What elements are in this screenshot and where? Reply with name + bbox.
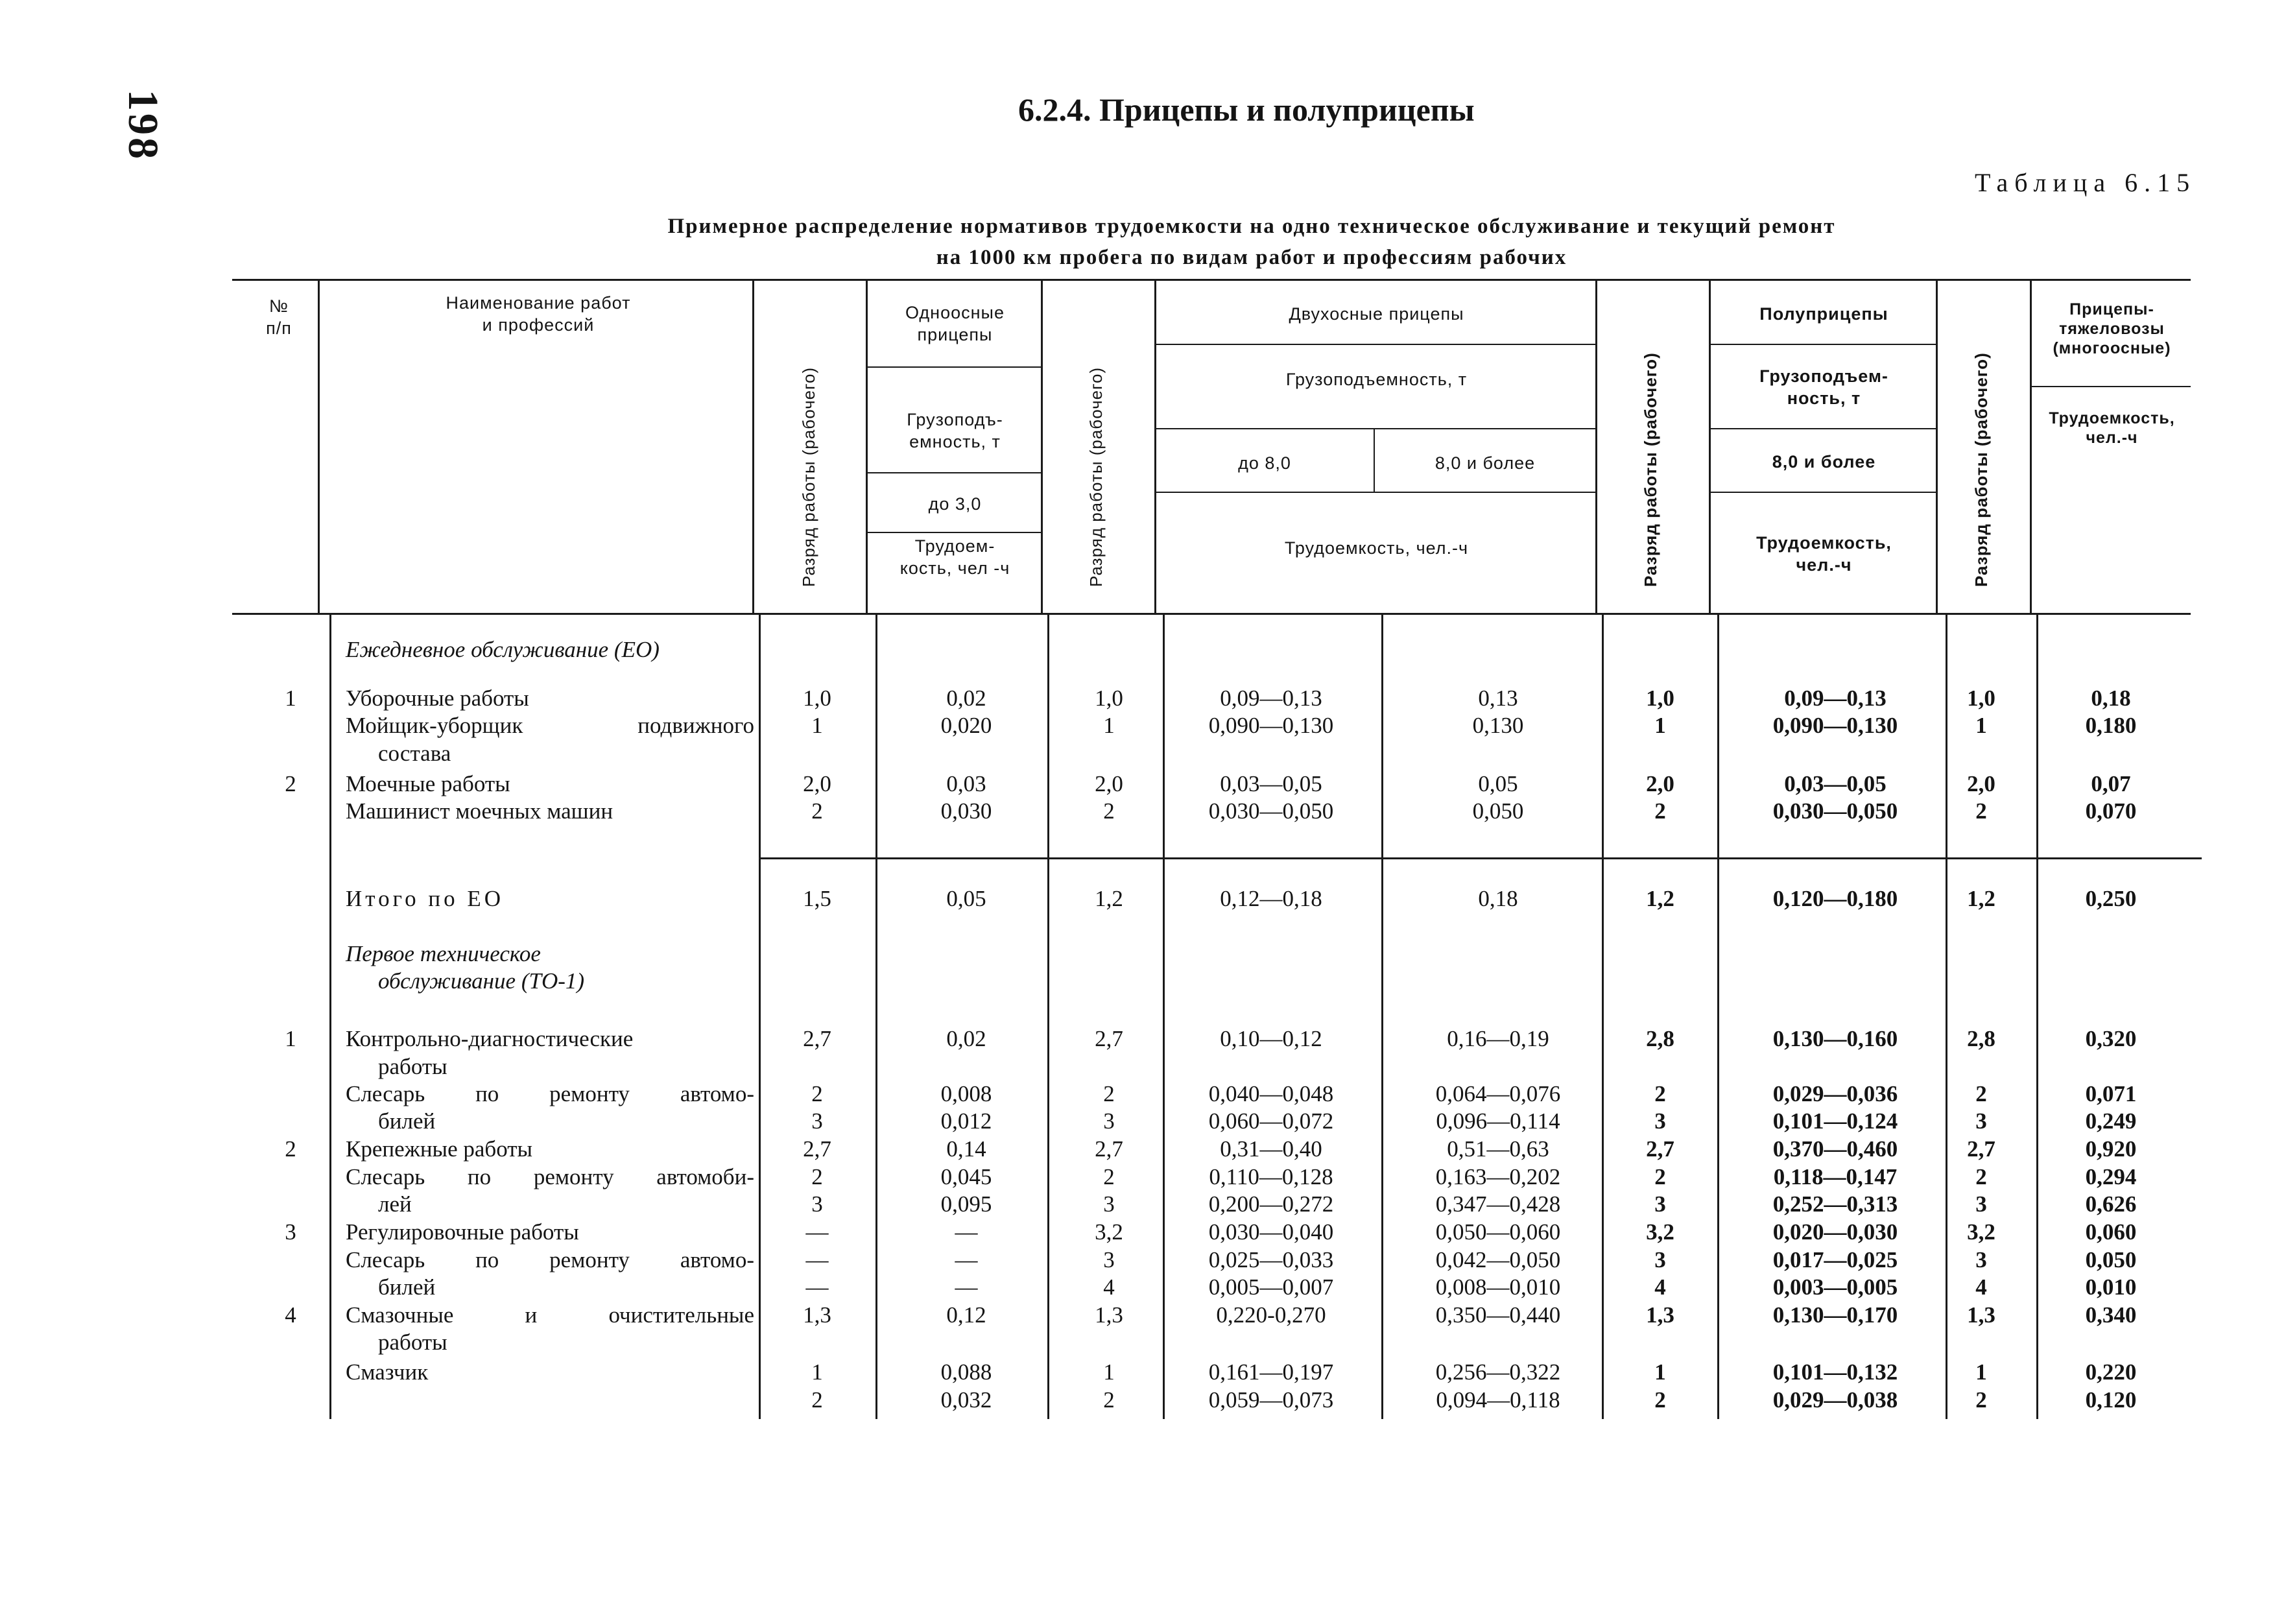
- row-value-8: 3: [1975, 1247, 1987, 1272]
- row-value-7: 0,130—0,170: [1772, 1302, 1898, 1328]
- row-value-5: 0,18: [1478, 886, 1518, 911]
- row-value-4: 0,220-0,270: [1216, 1302, 1326, 1328]
- row-value-5: 0,050—0,060: [1435, 1219, 1561, 1245]
- table-row: [0, 797, 2286, 826]
- row-index: 3: [285, 1219, 296, 1245]
- row-value-7: 0,017—0,025: [1772, 1247, 1898, 1272]
- row-value-2: 0,012: [940, 1108, 992, 1134]
- table-row: [0, 1386, 2286, 1415]
- row-value-5: 0,347—0,428: [1435, 1191, 1561, 1217]
- row-value-3: 3: [1103, 1108, 1115, 1134]
- row-value-3: 1: [1103, 713, 1115, 738]
- row-index: 4: [285, 1302, 296, 1328]
- row-value-2: 0,088: [940, 1359, 992, 1385]
- row-value-3: 2,7: [1095, 1136, 1123, 1162]
- row-value-1: —: [805, 1247, 829, 1272]
- row-value-4: 0,161—0,197: [1208, 1359, 1334, 1385]
- row-name: обслуживание (ТО-1): [378, 968, 585, 994]
- row-value-4: 0,200—0,272: [1208, 1191, 1334, 1217]
- row-value-4: 0,060—0,072: [1208, 1108, 1334, 1134]
- row-value-1: 3: [811, 1191, 823, 1217]
- row-name: Итого по ЕО: [346, 886, 504, 911]
- row-value-8: 1,3: [1967, 1302, 1995, 1328]
- row-value-1: —: [805, 1274, 829, 1300]
- row-name: Крепежные работы: [346, 1136, 533, 1162]
- row-value-8: 2: [1975, 1081, 1987, 1106]
- row-value-4: 0,030—0,050: [1208, 798, 1334, 824]
- row-value-2: 0,02: [946, 1026, 986, 1051]
- row-value-3: 2: [1103, 1164, 1115, 1189]
- row-value-9: 0,120: [2085, 1387, 2137, 1413]
- row-value-1: 2,0: [803, 771, 831, 796]
- row-value-1: 2: [811, 1387, 823, 1413]
- row-name: Смазочные и очистительные: [346, 1302, 754, 1328]
- row-name: билей: [378, 1108, 436, 1134]
- row-value-8: 4: [1975, 1274, 1987, 1300]
- row-name: работы: [378, 1054, 447, 1079]
- row-value-5: 0,050: [1472, 798, 1524, 824]
- row-value-5: 0,51—0,63: [1447, 1136, 1549, 1162]
- row-value-2: 0,008: [940, 1081, 992, 1106]
- row-value-4: 0,110—0,128: [1209, 1164, 1333, 1189]
- row-value-9: 0,010: [2085, 1274, 2137, 1300]
- row-index: 1: [285, 686, 296, 711]
- row-value-2: 0,12: [946, 1302, 986, 1328]
- table-row: [0, 1080, 2286, 1108]
- row-value-4: 0,030—0,040: [1208, 1219, 1334, 1245]
- row-value-3: 2: [1103, 798, 1115, 824]
- row-value-9: 0,060: [2085, 1219, 2137, 1245]
- row-value-7: 0,029—0,038: [1772, 1387, 1898, 1413]
- table-row: [0, 1358, 2286, 1387]
- row-value-7: 0,029—0,036: [1772, 1081, 1898, 1106]
- header-single-axle: Одноосные прицепы: [905, 303, 1005, 344]
- row-value-2: 0,14: [946, 1136, 986, 1162]
- table-row: [0, 967, 2286, 996]
- row-value-3: 2: [1103, 1081, 1115, 1106]
- table-row: [0, 1328, 2286, 1357]
- row-value-1: 2: [811, 1164, 823, 1189]
- row-value-1: 2,7: [803, 1136, 831, 1162]
- row-value-6: 2: [1654, 1164, 1666, 1189]
- row-name: Уборочные работы: [346, 686, 529, 711]
- row-value-8: 2,0: [1967, 771, 1995, 796]
- row-value-7: 0,003—0,005: [1772, 1274, 1898, 1300]
- row-value-4: 0,059—0,073: [1208, 1387, 1334, 1413]
- row-value-4: 0,025—0,033: [1208, 1247, 1334, 1272]
- row-index: 2: [285, 771, 296, 796]
- row-value-2: 0,03: [946, 771, 986, 796]
- header-name: Наименование работ и профессий: [446, 293, 631, 335]
- row-value-4: 0,31—0,40: [1220, 1136, 1322, 1162]
- row-value-1: 1,5: [803, 886, 831, 911]
- row-value-6: 3: [1654, 1108, 1666, 1134]
- header-capacity-semi: Грузоподъем- ность, т: [1759, 366, 1888, 408]
- row-value-3: 2,0: [1095, 771, 1123, 796]
- row-value-6: 2,8: [1646, 1026, 1674, 1051]
- row-value-3: 3,2: [1095, 1219, 1123, 1245]
- row-value-3: 1: [1103, 1359, 1115, 1385]
- row-value-8: 1,0: [1967, 686, 1995, 711]
- row-value-8: 2: [1975, 798, 1987, 824]
- row-value-6: 2,0: [1646, 771, 1674, 796]
- row-value-1: 1: [811, 713, 823, 738]
- header-upto3: до 3,0: [928, 494, 982, 514]
- row-value-7: 0,252—0,313: [1772, 1191, 1898, 1217]
- row-value-2: 0,095: [940, 1191, 992, 1217]
- row-value-5: 0,350—0,440: [1435, 1302, 1561, 1328]
- row-value-5: 0,130: [1472, 713, 1524, 738]
- row-value-5: 0,16—0,19: [1447, 1026, 1549, 1051]
- table-row: [0, 1163, 2286, 1191]
- row-value-5: 0,13: [1478, 686, 1518, 711]
- row-value-2: 0,020: [940, 713, 992, 738]
- table-row: [0, 1107, 2286, 1136]
- row-value-9: 0,320: [2085, 1026, 2137, 1051]
- row-value-5: 0,05: [1478, 771, 1518, 796]
- row-name: Мойщик-уборщик подвижного: [346, 713, 754, 738]
- row-name: лей: [378, 1191, 412, 1217]
- row-value-8: 2,7: [1967, 1136, 1995, 1162]
- header-rank-2: Разряд работы (рабочего): [1086, 366, 1106, 587]
- row-value-1: 2: [811, 1081, 823, 1106]
- row-value-7: 0,120—0,180: [1772, 886, 1898, 911]
- header-num: № п/п: [266, 296, 292, 338]
- row-value-8: 3: [1975, 1108, 1987, 1134]
- row-value-7: 0,03—0,05: [1784, 771, 1887, 796]
- row-value-6: 1,3: [1646, 1302, 1674, 1328]
- row-value-6: 1,2: [1646, 886, 1674, 911]
- header-labor-single: Трудоем- кость, чел -ч: [899, 536, 1010, 578]
- row-value-6: 1: [1654, 1359, 1666, 1385]
- table-row: [0, 1273, 2286, 1302]
- header-rank-1: Разряд работы (рабочего): [799, 366, 818, 587]
- row-value-5: 0,256—0,322: [1435, 1359, 1561, 1385]
- row-value-7: 0,09—0,13: [1784, 686, 1887, 711]
- row-name: Слесарь по ремонту автомо-: [346, 1081, 754, 1106]
- row-value-6: 2,7: [1646, 1136, 1674, 1162]
- table-row: [0, 1190, 2286, 1219]
- row-value-8: 1,2: [1967, 886, 1995, 911]
- row-value-9: 0,294: [2085, 1164, 2137, 1189]
- row-value-3: 4: [1103, 1274, 1115, 1300]
- row-value-6: 1,0: [1646, 686, 1674, 711]
- row-value-5: 0,094—0,118: [1436, 1387, 1560, 1413]
- row-value-1: 2: [811, 798, 823, 824]
- table-row: [0, 1246, 2286, 1274]
- table-label: Таблица 6.15: [1975, 168, 2197, 197]
- header-labor-semi: Трудоемкость, чел.-ч: [1756, 533, 1892, 575]
- header-labor-heavy: Трудоемкость, чел.-ч: [2049, 409, 2175, 447]
- row-value-3: 3: [1103, 1191, 1115, 1217]
- row-value-4: 0,090—0,130: [1208, 713, 1334, 738]
- row-value-2: —: [955, 1247, 978, 1272]
- table-row: [0, 770, 2286, 798]
- table-caption: [454, 211, 2049, 273]
- row-value-4: 0,10—0,12: [1220, 1026, 1322, 1051]
- row-value-3: 1,2: [1095, 886, 1123, 911]
- row-value-4: 0,09—0,13: [1220, 686, 1322, 711]
- row-value-4: 0,03—0,05: [1220, 771, 1322, 796]
- row-value-8: 2,8: [1967, 1026, 1995, 1051]
- row-value-3: 1,3: [1095, 1302, 1123, 1328]
- row-value-8: 2: [1975, 1164, 1987, 1189]
- row-index: 1: [285, 1026, 296, 1051]
- section-title: 6.2.4. Прицепы и полуприцепы: [1018, 91, 1475, 128]
- row-value-7: 0,118—0,147: [1773, 1164, 1898, 1189]
- row-value-2: —: [955, 1219, 978, 1245]
- caption-line-1: Примерное распределение нормативов трудоемкости на одно техническое обслуживание и текущий ремонт: [667, 215, 1836, 238]
- row-value-4: 0,040—0,048: [1208, 1081, 1334, 1106]
- table-row: [0, 940, 2286, 968]
- row-value-6: 2: [1654, 1387, 1666, 1413]
- table-row: [0, 1053, 2286, 1081]
- row-value-6: 3: [1654, 1247, 1666, 1272]
- row-value-9: 0,920: [2085, 1136, 2137, 1162]
- table-row: [0, 711, 2286, 740]
- row-value-7: 0,030—0,050: [1772, 798, 1898, 824]
- row-value-5: 0,064—0,076: [1435, 1081, 1561, 1106]
- row-value-1: 2,7: [803, 1026, 831, 1051]
- row-value-1: 1,0: [803, 686, 831, 711]
- row-value-2: 0,032: [940, 1387, 992, 1413]
- row-value-6: 2: [1654, 798, 1666, 824]
- row-value-5: 0,042—0,050: [1435, 1247, 1561, 1272]
- table-row: [0, 739, 2286, 768]
- row-value-5: 0,096—0,114: [1436, 1108, 1560, 1134]
- row-value-8: 3: [1975, 1191, 1987, 1217]
- header-over8-semi: 8,0 и более: [1772, 452, 1876, 472]
- row-value-9: 0,071: [2085, 1081, 2137, 1106]
- row-value-1: 3: [811, 1108, 823, 1134]
- row-name: Ежедневное обслуживание (ЕО): [346, 637, 660, 662]
- row-value-9: 0,07: [2091, 771, 2131, 796]
- header-rank-3: Разряд работы (рабочего): [1641, 352, 1660, 587]
- row-value-2: 0,05: [946, 886, 986, 911]
- row-value-9: 0,626: [2085, 1191, 2137, 1217]
- row-value-9: 0,050: [2085, 1247, 2137, 1272]
- row-value-6: 3: [1654, 1191, 1666, 1217]
- header-semi: Полуприцепы: [1759, 304, 1888, 324]
- row-value-7: 0,090—0,130: [1772, 713, 1898, 738]
- row-value-8: 3,2: [1967, 1219, 1995, 1245]
- row-name: Моечные работы: [346, 771, 510, 796]
- row-name: Слесарь по ремонту автомоби-: [346, 1164, 754, 1189]
- table-row: [0, 1301, 2286, 1330]
- row-value-4: 0,005—0,007: [1208, 1274, 1334, 1300]
- row-name: билей: [378, 1274, 436, 1300]
- row-value-8: 1: [1975, 713, 1987, 738]
- row-value-8: 1: [1975, 1359, 1987, 1385]
- row-value-1: —: [805, 1219, 829, 1245]
- row-value-2: 0,045: [940, 1164, 992, 1189]
- header-heavy: Прицепы- тяжеловозы (многоосные): [2053, 300, 2171, 357]
- table-row: [0, 1025, 2286, 1053]
- row-value-3: 1,0: [1095, 686, 1123, 711]
- row-value-9: 0,249: [2085, 1108, 2137, 1134]
- row-value-5: 0,163—0,202: [1435, 1164, 1561, 1189]
- row-value-2: 0,030: [940, 798, 992, 824]
- table-row: [0, 1218, 2286, 1247]
- row-name: Контрольно-диагностические: [346, 1026, 634, 1051]
- row-value-2: 0,02: [946, 686, 986, 711]
- row-name: работы: [378, 1330, 447, 1355]
- row-name: состава: [378, 741, 451, 766]
- header-over8: 8,0 и более: [1435, 453, 1536, 473]
- header-two-axle: Двухосные прицепы: [1289, 304, 1464, 324]
- row-value-9: 0,250: [2085, 886, 2137, 911]
- table-row: [0, 684, 2286, 713]
- header-upto8: до 8,0: [1238, 453, 1291, 473]
- row-value-7: 0,101—0,124: [1772, 1108, 1898, 1134]
- row-value-6: 4: [1654, 1274, 1666, 1300]
- row-name: Машинист моечных машин: [346, 798, 613, 824]
- row-value-7: 0,101—0,132: [1772, 1359, 1898, 1385]
- row-value-3: 2: [1103, 1387, 1115, 1413]
- row-value-2: —: [955, 1274, 978, 1300]
- page-number: 198: [119, 90, 167, 161]
- table-row: [0, 885, 2286, 913]
- row-name: Первое техническое: [346, 941, 541, 966]
- row-name: Регулировочные работы: [346, 1219, 579, 1245]
- row-value-1: 1,3: [803, 1302, 831, 1328]
- row-value-9: 0,18: [2091, 686, 2131, 711]
- row-value-9: 0,220: [2085, 1359, 2137, 1385]
- row-value-8: 2: [1975, 1387, 1987, 1413]
- table-row: [0, 636, 2286, 664]
- row-value-9: 0,340: [2085, 1302, 2137, 1328]
- header-capacity-two: Грузоподъемность, т: [1285, 370, 1468, 389]
- header-rank-4: Разряд работы (рабочего): [1971, 352, 1991, 587]
- row-name: Слесарь по ремонту автомо-: [346, 1247, 754, 1272]
- row-value-6: 2: [1654, 1081, 1666, 1106]
- header-labor-two: Трудоемкость, чел.-ч: [1284, 538, 1469, 558]
- row-value-1: 1: [811, 1359, 823, 1385]
- row-name: Смазчик: [346, 1359, 429, 1385]
- row-value-4: 0,12—0,18: [1220, 886, 1322, 911]
- row-value-7: 0,130—0,160: [1772, 1026, 1898, 1051]
- row-value-9: 0,180: [2085, 713, 2137, 738]
- row-value-3: 2,7: [1095, 1026, 1123, 1051]
- row-value-6: 3,2: [1646, 1219, 1674, 1245]
- row-index: 2: [285, 1136, 296, 1162]
- caption-line-2: на 1000 км пробега по видам работ и профессиям рабочих: [936, 246, 1567, 269]
- row-value-3: 3: [1103, 1247, 1115, 1272]
- row-value-7: 0,370—0,460: [1772, 1136, 1898, 1162]
- row-value-5: 0,008—0,010: [1435, 1274, 1561, 1300]
- header-capacity-single: Грузоподъ- емность, т: [907, 410, 1003, 451]
- row-value-7: 0,020—0,030: [1772, 1219, 1898, 1245]
- table-row: [0, 1135, 2286, 1164]
- row-value-6: 1: [1654, 713, 1666, 738]
- row-value-9: 0,070: [2085, 798, 2137, 824]
